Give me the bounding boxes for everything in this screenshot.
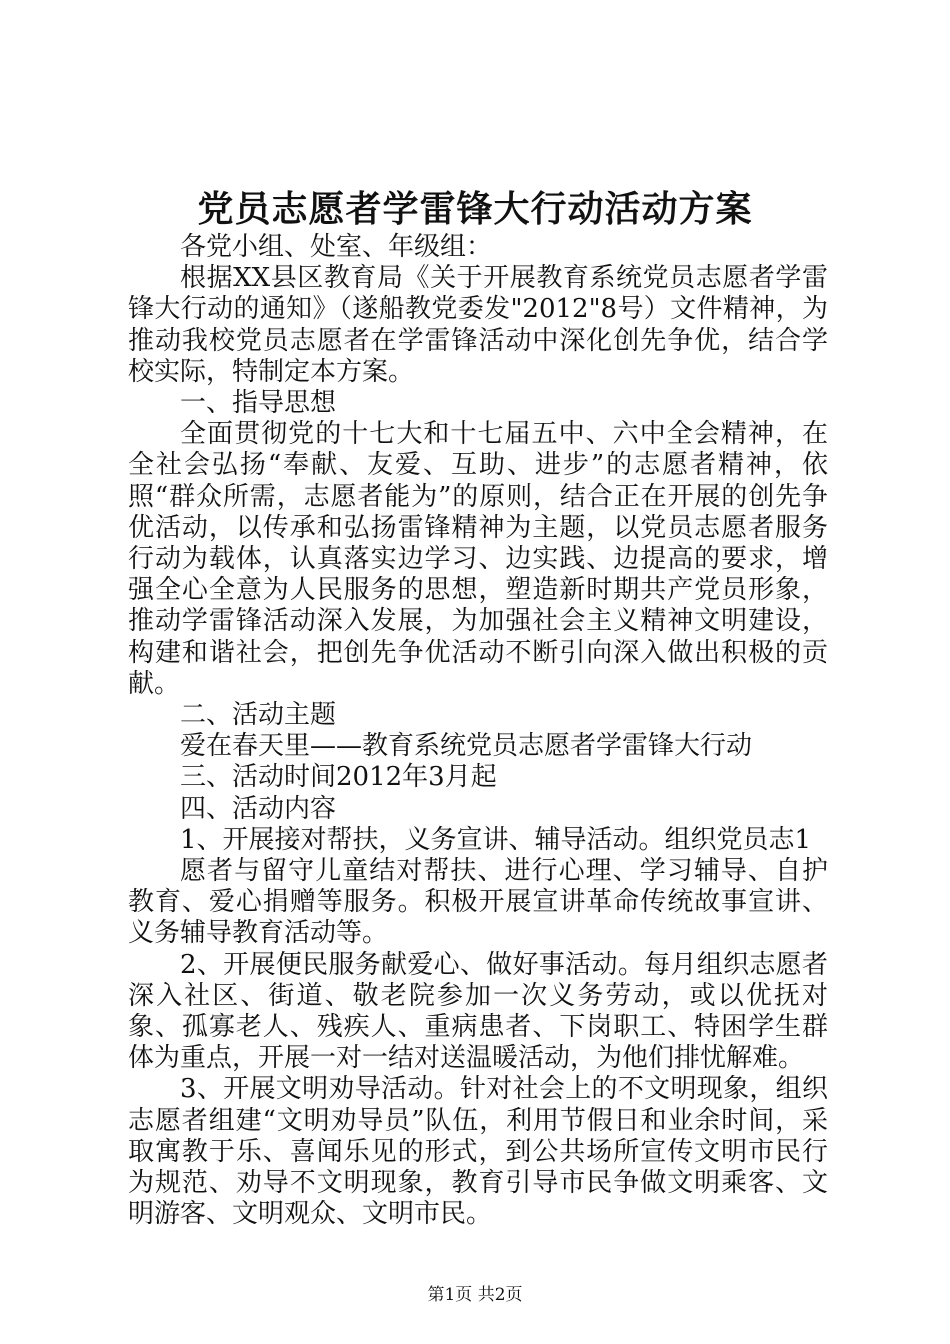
guiding-thought-paragraph: 全面贯彻党的十七大和十七届五中、六中全会精神，在全社会弘扬“奉献、友爱、互助、进步”的志愿者精神，依照“群众所需，志愿者能为”的原则，结合正在开展的创先争优活动，以传承和弘扬雷锋精神为主题，以党员志愿者服务行动为载体，认真落实边学习、边实践、边提高的要求，增强全心全意为人民服务的思想，塑造新时期共产党员形象，推动学雷锋活动深入发展，为加强社会主义精神文明建设，构建和谐社会，把创先争优活动不断引向深入做出积极的贡献。 <box>128 419 828 699</box>
page-footer: 第1页 共2页 <box>427 1285 523 1305</box>
theme-paragraph: 爱在春天里——教育系统党员志愿者学雷锋大行动 <box>180 731 753 762</box>
content-item-2-paragraph: 2、开展便民服务献爱心、做好事活动。每月组织志愿者深入社区、街道、敬老院参加一次义务劳动，或以优抚对象、孤寡老人、残疾人、重病患者、下岗职工、特困学生群体为重点，开展一对一结对送温暖活动，为他们排忧解难。 <box>128 949 828 1074</box>
section-heading-time: 三、活动时间2012年3月起 <box>180 762 497 793</box>
document-body <box>128 232 828 1231</box>
section-heading-theme: 二、活动主题 <box>180 700 337 731</box>
content-item-1-paragraph: 愿者与留守儿童结对帮扶、进行心理、学习辅导、自护教育、爱心捐赠等服务。积极开展宣讲革命传统故事宣讲、义务辅导教育活动等。 <box>128 856 828 949</box>
salutation: 各党小组、处室、年级组： <box>180 232 493 262</box>
section-heading-guiding-thought: 一、指导思想 <box>180 388 337 419</box>
document-title: 党员志愿者学雷锋大行动活动方案 <box>197 188 753 230</box>
content-item-1-heading: 1、开展接对帮扶，义务宣讲、辅导活动。组织党员志1 <box>180 824 812 855</box>
section-heading-content: 四、活动内容 <box>180 793 337 824</box>
intro-paragraph: 根据XX县区教育局《关于开展教育系统党员志愿者学雷锋大行动的通知》（遂船教党委发"2012"8号）文件精神，为推动我校党员志愿者在学雷锋活动中深化创先争优，结合学校实际，特制定本方案。 <box>128 263 828 387</box>
content-item-3-paragraph: 3、开展文明劝导活动。针对社会上的不文明现象，组织志愿者组建“文明劝导员”队伍，利用节假日和业余时间，采取寓教于乐、喜闻乐见的形式，到公共场所宣传文明市民行为规范、劝导不文明现象，教育引导市民争做文明乘客、文明游客、文明观众、文明市民。 <box>128 1074 828 1230</box>
